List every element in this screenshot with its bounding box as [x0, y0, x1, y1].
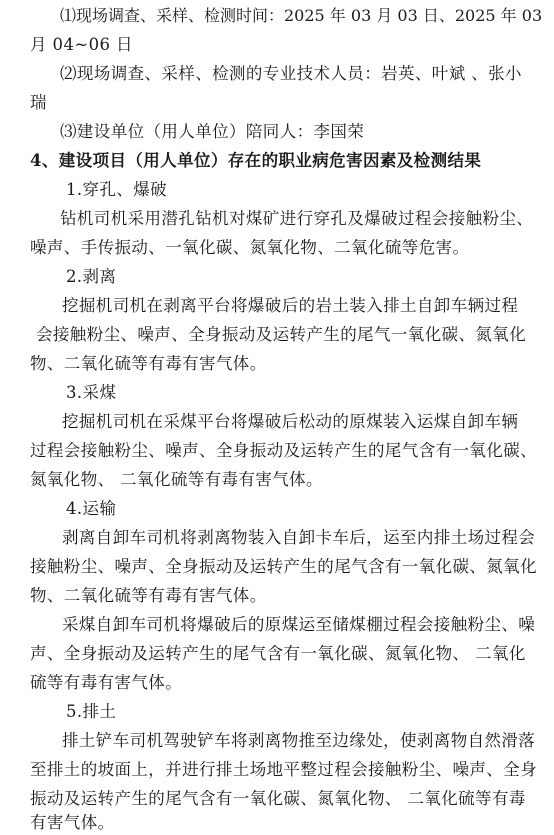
stripping-paragraph-line-3: 物、二氧化硫等有毒有害气体。	[30, 354, 267, 373]
transport-paragraph-2-line-2: 声、全身振动及运转产生的尾气含有一氧化碳、氮氧化物、 二氧化	[30, 644, 526, 663]
stripping-paragraph-line-1: 挖掘机司机在剥离平台将爆破后的岩土装入排土自卸车辆过程	[62, 296, 519, 315]
subsection-title-drilling: 1.穿孔、爆破	[66, 180, 168, 199]
survey-time-line-1: ⑴现场调查、采样、检测时间：2025 年 03 月 03 日、2025 年 03	[60, 6, 543, 25]
dumping-paragraph-line-4: 有害气体。	[30, 813, 115, 832]
drilling-paragraph-line-2: 噪声、手传振动、一氧化碳、氮氧化物、二氧化硫等危害。	[30, 238, 470, 257]
subsection-title-dumping: 5.排土	[66, 702, 117, 721]
coal-mining-paragraph-line-2: 过程会接触粉尘、噪声、全身振动及运转产生的尾气含有一氧化碳、	[30, 441, 537, 460]
dumping-paragraph-line-1: 排土铲车司机驾驶铲车将剥离物推至边缘处，使剥离物自然滑落	[62, 731, 536, 750]
dumping-paragraph-line-2: 至排土的坡面上，并进行排土场地平整过程会接触粉尘、噪声、全身	[30, 760, 537, 779]
stripping-paragraph-line-2: 会接触粉尘、噪声、全身振动及运转产生的尾气一氧化碳、氮氧化	[36, 325, 527, 344]
transport-paragraph-2-line-3: 硫等有毒有害气体。	[30, 673, 183, 692]
transport-paragraph-1-line-3: 物、二氧化硫等有毒有害气体。	[30, 586, 267, 605]
drilling-paragraph-line-1: 钻机司机采用潜孔钻机对煤矿进行穿孔及爆破过程会接触粉尘、	[60, 209, 534, 228]
subsection-title-stripping: 2.剥离	[66, 267, 117, 286]
section-heading: 4、建设项目（用人单位）存在的职业病危害因素及检测结果	[30, 151, 482, 170]
subsection-title-coal-mining: 3.采煤	[66, 383, 117, 402]
survey-time-line-2: 月 04~06 日	[30, 35, 133, 54]
dumping-paragraph-line-3: 振动及运转产生的尾气含有一氧化碳、氮氧化物、 二氧化硫等有毒	[30, 789, 526, 808]
coal-mining-paragraph-line-1: 挖掘机司机在采煤平台将爆破后松动的原煤装入运煤自卸车辆	[62, 412, 519, 431]
transport-paragraph-2-line-1: 采煤自卸车司机将爆破后的原煤运至储煤棚过程会接触粉尘、噪	[62, 615, 536, 634]
transport-paragraph-1-line-1: 剥离自卸车司机将剥离物装入自卸卡车后，运至内排土场过程会	[62, 528, 536, 547]
technicians-line-1: ⑵现场调查、采样、检测的专业技术人员：岩英、叶斌 、张小	[60, 64, 522, 83]
transport-paragraph-1-line-2: 接触粉尘、噪声、全身振动及运转产生的尾气含有一氧化碳、氮氧化	[30, 557, 537, 576]
technicians-line-2: 瑞	[30, 93, 47, 112]
subsection-title-transport: 4.运输	[66, 499, 117, 518]
coal-mining-paragraph-line-3: 氮氧化物、 二氧化硫等有毒有害气体。	[30, 470, 323, 489]
escort-line: ⑶建设单位（用人单位）陪同人：李国荣	[60, 122, 365, 141]
